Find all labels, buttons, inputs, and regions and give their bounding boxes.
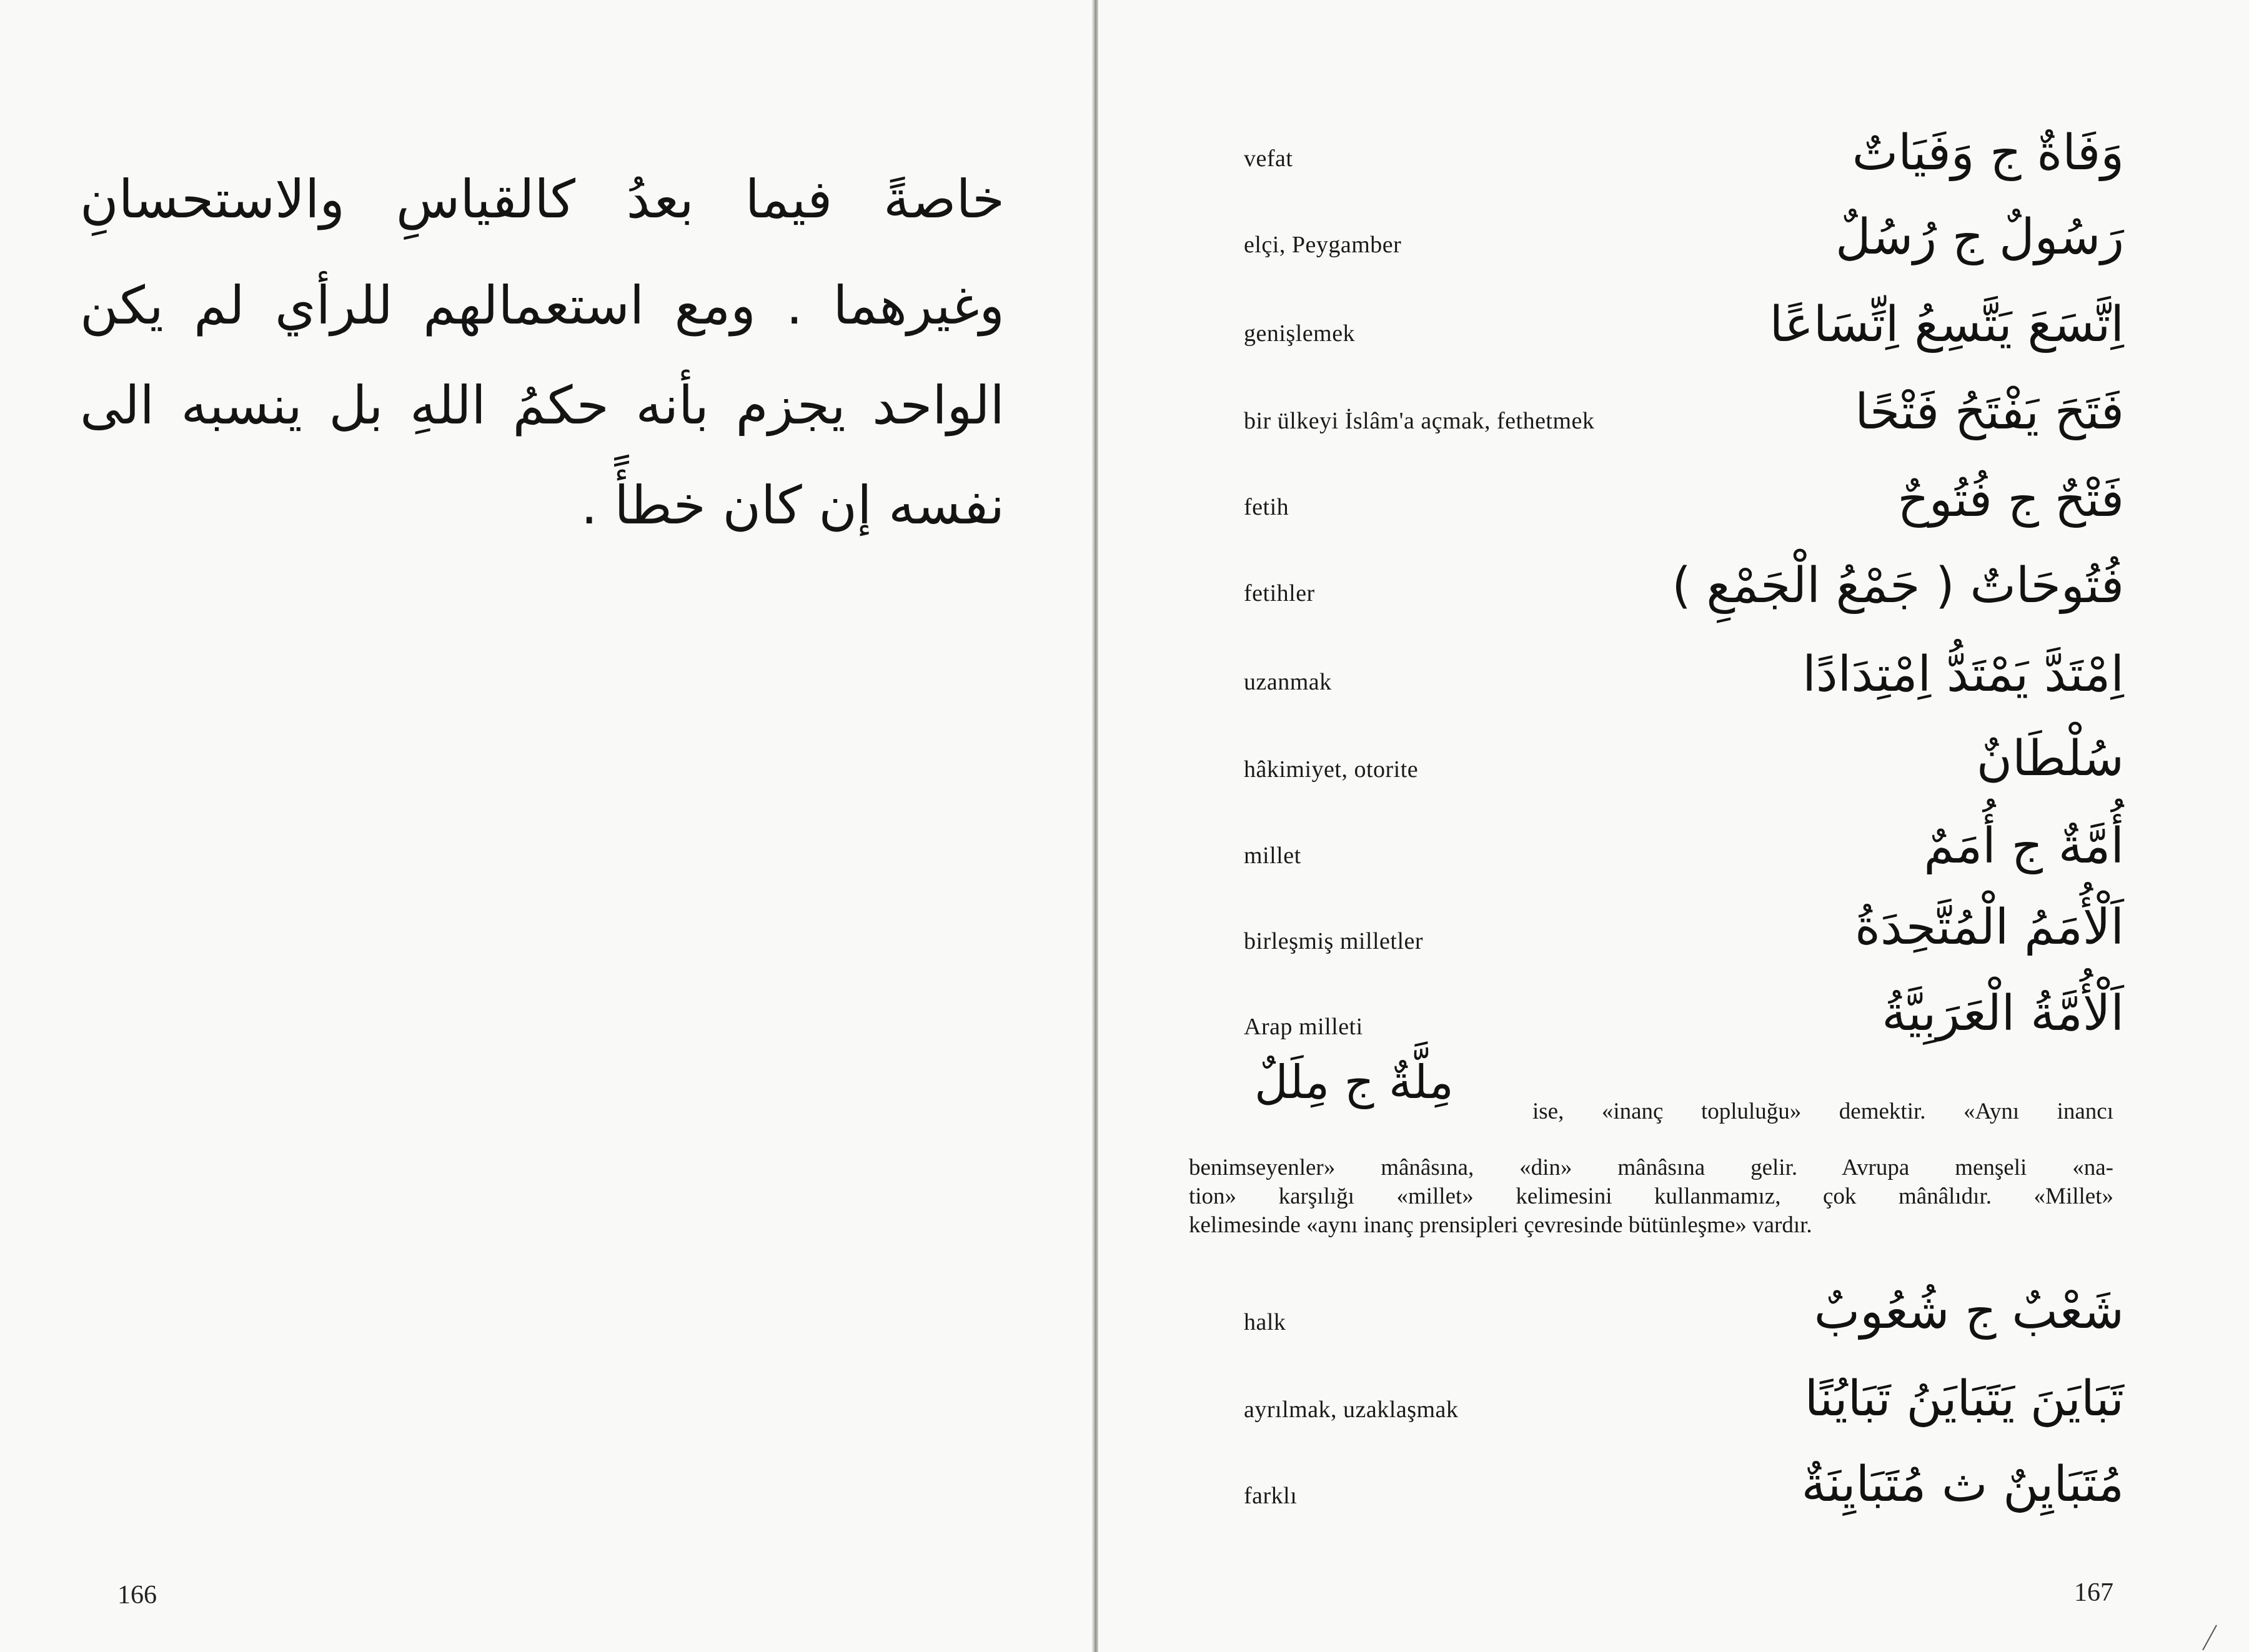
arabic-line: نفسه إن كان خطأً . [580,475,1005,536]
entry-arabic: وَفَاةٌ ج وَفَيَاتٌ [1852,125,2124,181]
entry-term: hâkimiyet, otorite [1244,756,1419,783]
entry-term: halk [1244,1309,1286,1335]
entry-arabic: فُتُوحَاتٌ ( جَمْعُ الْجَمْعِ ) [1672,558,2124,614]
entry-term: fetihler [1244,580,1315,606]
right-page [1098,0,2249,1652]
entry-term: millet [1244,843,1301,869]
entry-arabic: تَبَايَنَ يَتَبَايَنُ تَبَايُنًا [1804,1371,2124,1427]
entry-arabic: فَتْحٌ ج فُتُوحٌ [1897,472,2124,528]
page-number-right: 167 [2074,1578,2113,1607]
entry-arabic: شَعْبٌ ج شُعُوبٌ [1814,1284,2124,1340]
entry-arabic: اِتَّسَعَ يَتَّسِعُ اِتِّسَاعًا [1769,297,2124,353]
entry-arabic: اَلْأُمَّةُ الْعَرَبِيَّةُ [1882,986,2124,1042]
book-spine [1092,0,1098,1652]
entry-term: vefat [1244,146,1293,172]
entry-arabic: اِمْتَدَّ يَمْتَدُّ اِمْتِدَادًا [1802,646,2124,703]
entry-term: genişlemek [1244,320,1356,347]
paragraph-line: kelimesinde «aynı inanç prensipleri çevresinde bütünleşme» vardır. [1189,1212,1812,1238]
left-page [0,0,1092,1652]
paragraph-line: tion» karşılığı «millet» kelimesini kullanmamız, çok mânâlıdır. «Millet» [1189,1184,2113,1209]
entry-term: birleşmiş milletler [1244,928,1424,954]
arabic-line: وغيرهما . ومع استعمالهم للرأي لم يكن [80,275,1005,336]
entry-arabic: مُتَبَايِنٌ ث مُتَبَايِنَةٌ [1801,1457,2124,1513]
entry-arabic: سُلْطَانٌ [1976,731,2124,787]
entry-term: Arap milleti [1244,1014,1363,1040]
entry-arabic: فَتَحَ يَفْتَحُ فَتْحًا [1855,384,2124,440]
entry-term: bir ülkeyi İslâm'a açmak, fethetmek [1244,408,1595,434]
entry-term: ayrılmak, uzaklaşmak [1244,1397,1459,1423]
arabic-line: خاصةً فيما بعدُ كالقياسِ والاستحسانِ [80,169,1005,230]
entry-arabic: أُمَّةٌ ج أُمَمٌ [1924,818,2124,874]
entry-term: elçi, Peygamber [1244,232,1402,258]
arabic-line: الواحد يجزم بأنه حكمُ اللهِ بل ينسبه الى [80,375,1005,436]
page-number-left: 166 [117,1581,157,1610]
entry-arabic: رَسُولٌ ج رُسُلٌ [1835,209,2124,265]
entry-term: farklı [1244,1483,1298,1509]
paragraph-line: benimseyenler» mânâsına, «din» mânâsına gelir. Avrupa menşeli «na- [1189,1155,2113,1180]
millet-arabic: مِلَّةٌ ج مِلَلٌ [1254,1056,1454,1109]
entry-term: uzanmak [1244,669,1332,695]
entry-arabic: اَلْأُمَمُ الْمُتَّحِدَةُ [1855,899,2124,956]
paragraph-line: ise, «inanç topluluğu» demektir. «Aynı inancı [1532,1099,2113,1124]
pen-stroke-mark [2198,1624,2223,1652]
entry-term: fetih [1244,494,1289,520]
